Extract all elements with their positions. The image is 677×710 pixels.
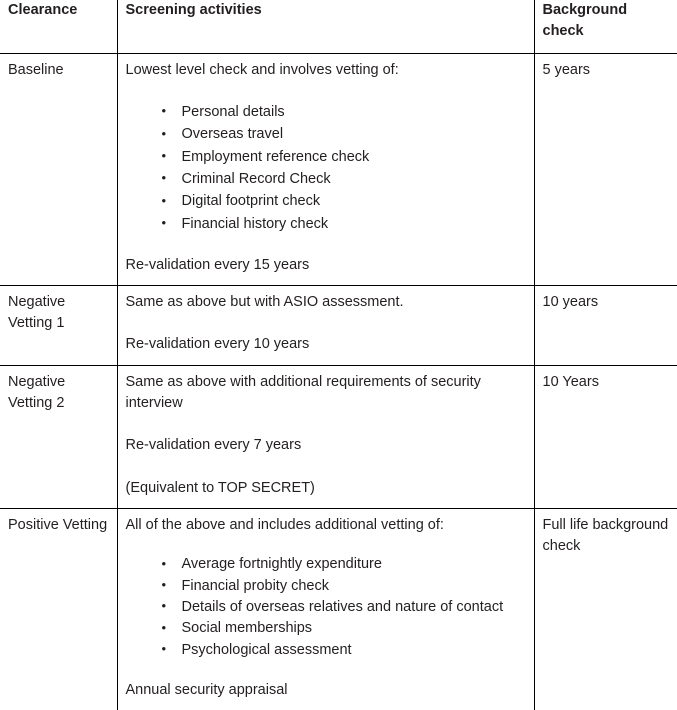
list-item: • Criminal Record Check: [126, 169, 526, 190]
list-item: • Personal details: [126, 102, 526, 123]
screening-intro: All of the above and includes additional vetting of:: [126, 515, 526, 536]
column-header-background-check: Background check: [534, 0, 677, 53]
cell-background-baseline: 5 years: [534, 53, 677, 286]
list-item: • Digital footprint check: [126, 191, 526, 212]
cell-screening-negative-vetting-2: [117, 365, 534, 508]
screening-bullet-list: [126, 102, 526, 235]
list-item: • Financial probity check: [126, 576, 526, 597]
screening-intro: Lowest level check and involves vetting of:: [126, 60, 526, 81]
revalidation-note: Re-validation every 10 years: [126, 334, 526, 355]
equivalence-note: (Equivalent to TOP SECRET): [126, 478, 526, 499]
list-item: • Employment reference check: [126, 147, 526, 168]
table-header-row: [0, 0, 677, 53]
cell-background-negative-vetting-2: 10 Years: [534, 365, 677, 508]
screening-intro: Same as above but with ASIO assessment.: [126, 292, 526, 313]
list-item: • Overseas travel: [126, 124, 526, 145]
column-header-clearance: Clearance: [0, 0, 117, 53]
list-item: • Financial history check: [126, 214, 526, 235]
list-item: • Social memberships: [126, 618, 526, 639]
cell-background-negative-vetting-1: 10 years: [534, 286, 677, 366]
table-body: [0, 53, 677, 710]
table-row: [0, 365, 677, 508]
table-row: [0, 53, 677, 286]
screening-bullet-list: [126, 554, 526, 661]
table-header: [0, 0, 677, 53]
cell-background-positive-vetting: Full life background check: [534, 509, 677, 710]
cell-screening-negative-vetting-1: [117, 286, 534, 366]
cell-clearance-baseline: Baseline: [0, 53, 117, 286]
list-item: • Average fortnightly expenditure: [126, 554, 526, 575]
table-row: [0, 286, 677, 366]
revalidation-note: Re-validation every 7 years: [126, 435, 526, 456]
list-item: • Psychological assessment: [126, 640, 526, 661]
table-row: [0, 509, 677, 710]
revalidation-note: Re-validation every 15 years: [126, 255, 526, 276]
screening-intro: Same as above with additional requirements of security interview: [126, 372, 526, 415]
annual-appraisal-note: Annual security appraisal: [126, 680, 526, 701]
cell-clearance-negative-vetting-1: Negative Vetting 1: [0, 286, 117, 366]
cell-screening-positive-vetting: [117, 509, 534, 710]
cell-screening-baseline: [117, 53, 534, 286]
list-item: • Details of overseas relatives and nature of contact: [126, 597, 526, 618]
cell-clearance-positive-vetting: Positive Vetting: [0, 509, 117, 710]
column-header-screening-activities: Screening activities: [117, 0, 534, 53]
cell-clearance-negative-vetting-2: Negative Vetting 2: [0, 365, 117, 508]
